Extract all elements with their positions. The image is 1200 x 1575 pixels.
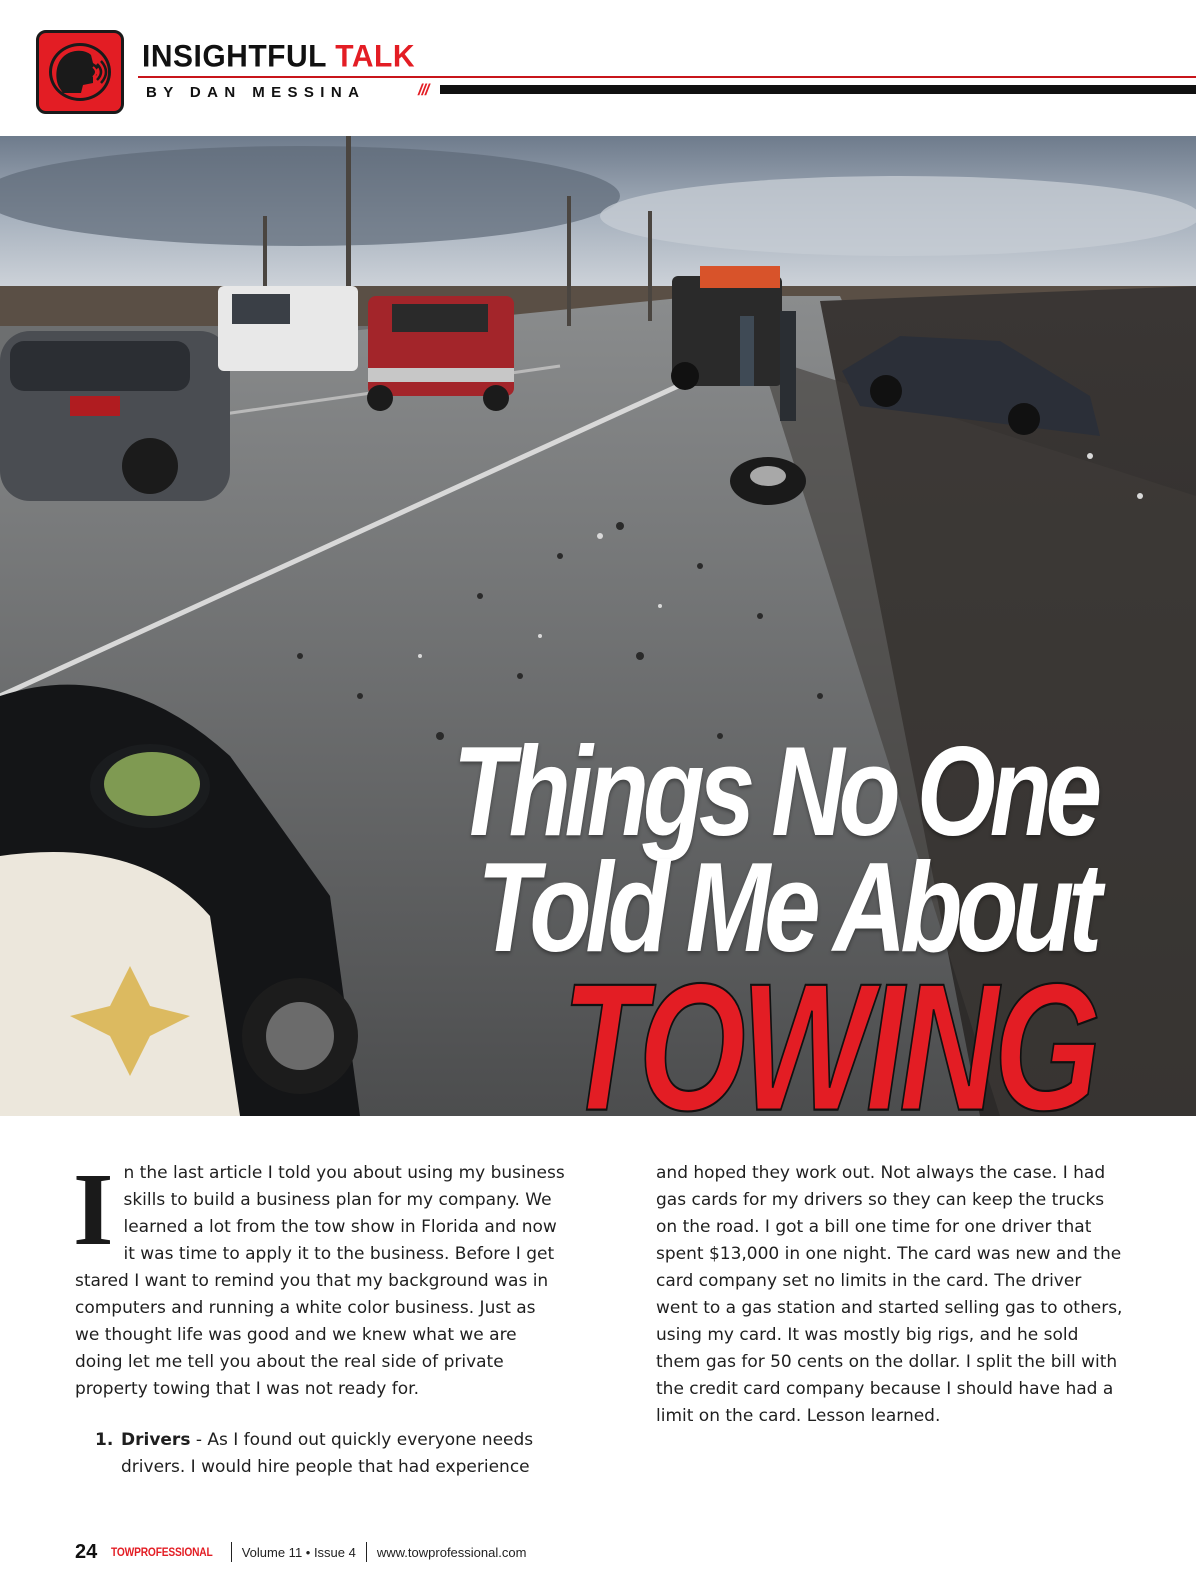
article-headline	[348, 720, 1096, 1116]
author-byline: BY DAN MESSINA	[146, 84, 366, 101]
list-item-text	[121, 1427, 565, 1481]
article-header	[0, 0, 1200, 130]
section-title	[142, 39, 415, 75]
issue-info: Volume 11 • Issue 4	[241, 1544, 356, 1560]
list-item	[95, 1427, 565, 1481]
article-continued-paragraph: and hoped they work out. Not always the case. I had gas cards for my drivers so they can keep the trucks on the road. I got a bill one time for one driver that spent $13,000 in one night. The card was new and the card company set no limits in the card. The driver went to a gas station and started selling gas to others, using my card. It was mostly big rigs, and he sold them gas for 50 cents on the dollar. I split the bill with the credit card company because I should have had a limit on the card. Lesson learned.	[656, 1163, 1123, 1426]
website-url: www.towprofessional.com	[376, 1544, 527, 1560]
header-slash-ornament: ///	[418, 82, 429, 99]
footer-divider	[231, 1542, 232, 1562]
intro-text: n the last article I told you about using my business skills to build a business plan for my company. We learned a lot from the tow show in Florida and now it was time to apply it to the business. Before I get stared I want to remind you that my background was in computers and running a white color business. Just as we thought life was good and we knew what we are doing let me tell you about the real side of private property towing that I was not ready for.	[75, 1163, 565, 1399]
section-title-word1: INSIGHTFUL	[142, 39, 327, 74]
list-item-body: - As I found out quickly everyone needs drivers. I would hire people that had experience	[121, 1430, 534, 1477]
article-column-right	[656, 1160, 1126, 1430]
header-black-bar	[440, 85, 1196, 94]
article-intro-paragraph	[73, 1152, 565, 1403]
column-logo	[36, 30, 124, 114]
drop-cap: I	[73, 1152, 114, 1267]
speaking-head-icon	[49, 43, 111, 101]
list-item-heading: Drivers	[121, 1430, 191, 1450]
hero-photo	[0, 136, 1196, 1116]
page-footer	[75, 1538, 526, 1566]
headline-line3: TOWING	[561, 945, 1096, 1116]
headline-line2: Told Me About	[477, 836, 1096, 980]
numbered-list	[75, 1427, 565, 1481]
footer-divider	[366, 1542, 367, 1562]
article-column-left	[73, 1152, 565, 1481]
page-number: 24	[75, 1540, 98, 1563]
section-title-word2: TALK	[335, 39, 416, 74]
magazine-name: TOWPROFESSIONAL	[111, 1545, 213, 1559]
list-item-number: 1.	[95, 1430, 114, 1450]
headline-line1: Things No One	[452, 720, 1096, 864]
header-red-rule	[138, 76, 1196, 78]
